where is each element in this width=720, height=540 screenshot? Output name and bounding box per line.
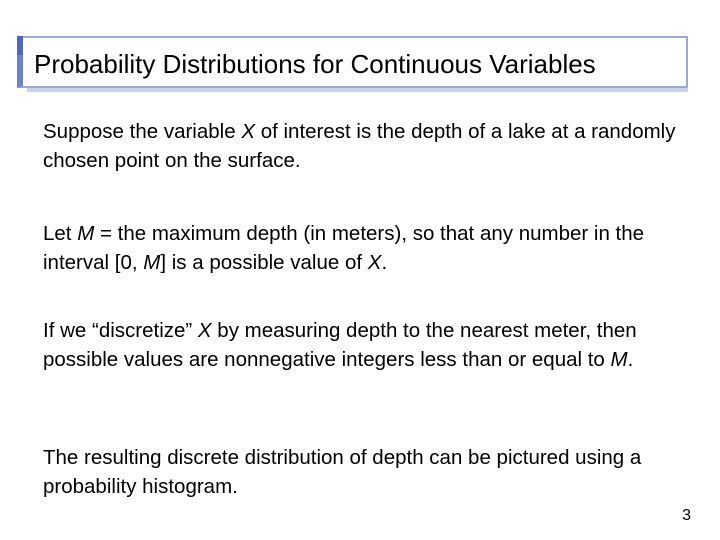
- text-segment: If we “discretize”: [43, 319, 198, 342]
- text-segment: = the maximum depth (in meters), so that any number in the interval [0,: [43, 222, 645, 274]
- slide-title: Probability Distributions for Continuous Variables: [34, 49, 596, 79]
- text-segment: ] is a possible value of: [160, 251, 368, 274]
- variable-m: M: [77, 222, 95, 245]
- text-segment: by measuring depth to the nearest meter, then possible values are nonnegative integers less than or equal to: [43, 319, 637, 371]
- text-segment: Let: [43, 222, 78, 245]
- text-segment: Suppose the variable: [43, 120, 242, 143]
- paragraph-4: [43, 443, 693, 501]
- variable-x: X: [241, 120, 255, 143]
- slide-number: 3: [682, 507, 691, 524]
- variable-m: M: [610, 348, 628, 371]
- variable-m: M: [143, 251, 161, 274]
- text-segment: .: [381, 251, 388, 274]
- variable-x: X: [197, 319, 212, 342]
- paragraph-3: [43, 316, 693, 374]
- paragraph-2: [43, 219, 693, 277]
- text-segment: of interest is the depth of a lake at a randomly chosen point on the surface.: [43, 120, 676, 172]
- paragraph-1: [43, 117, 693, 175]
- text-segment: The resulting discrete distribution of depth can be pictured using a probability histogram.: [43, 446, 642, 498]
- variable-x: X: [367, 251, 382, 274]
- text-segment: .: [627, 348, 634, 371]
